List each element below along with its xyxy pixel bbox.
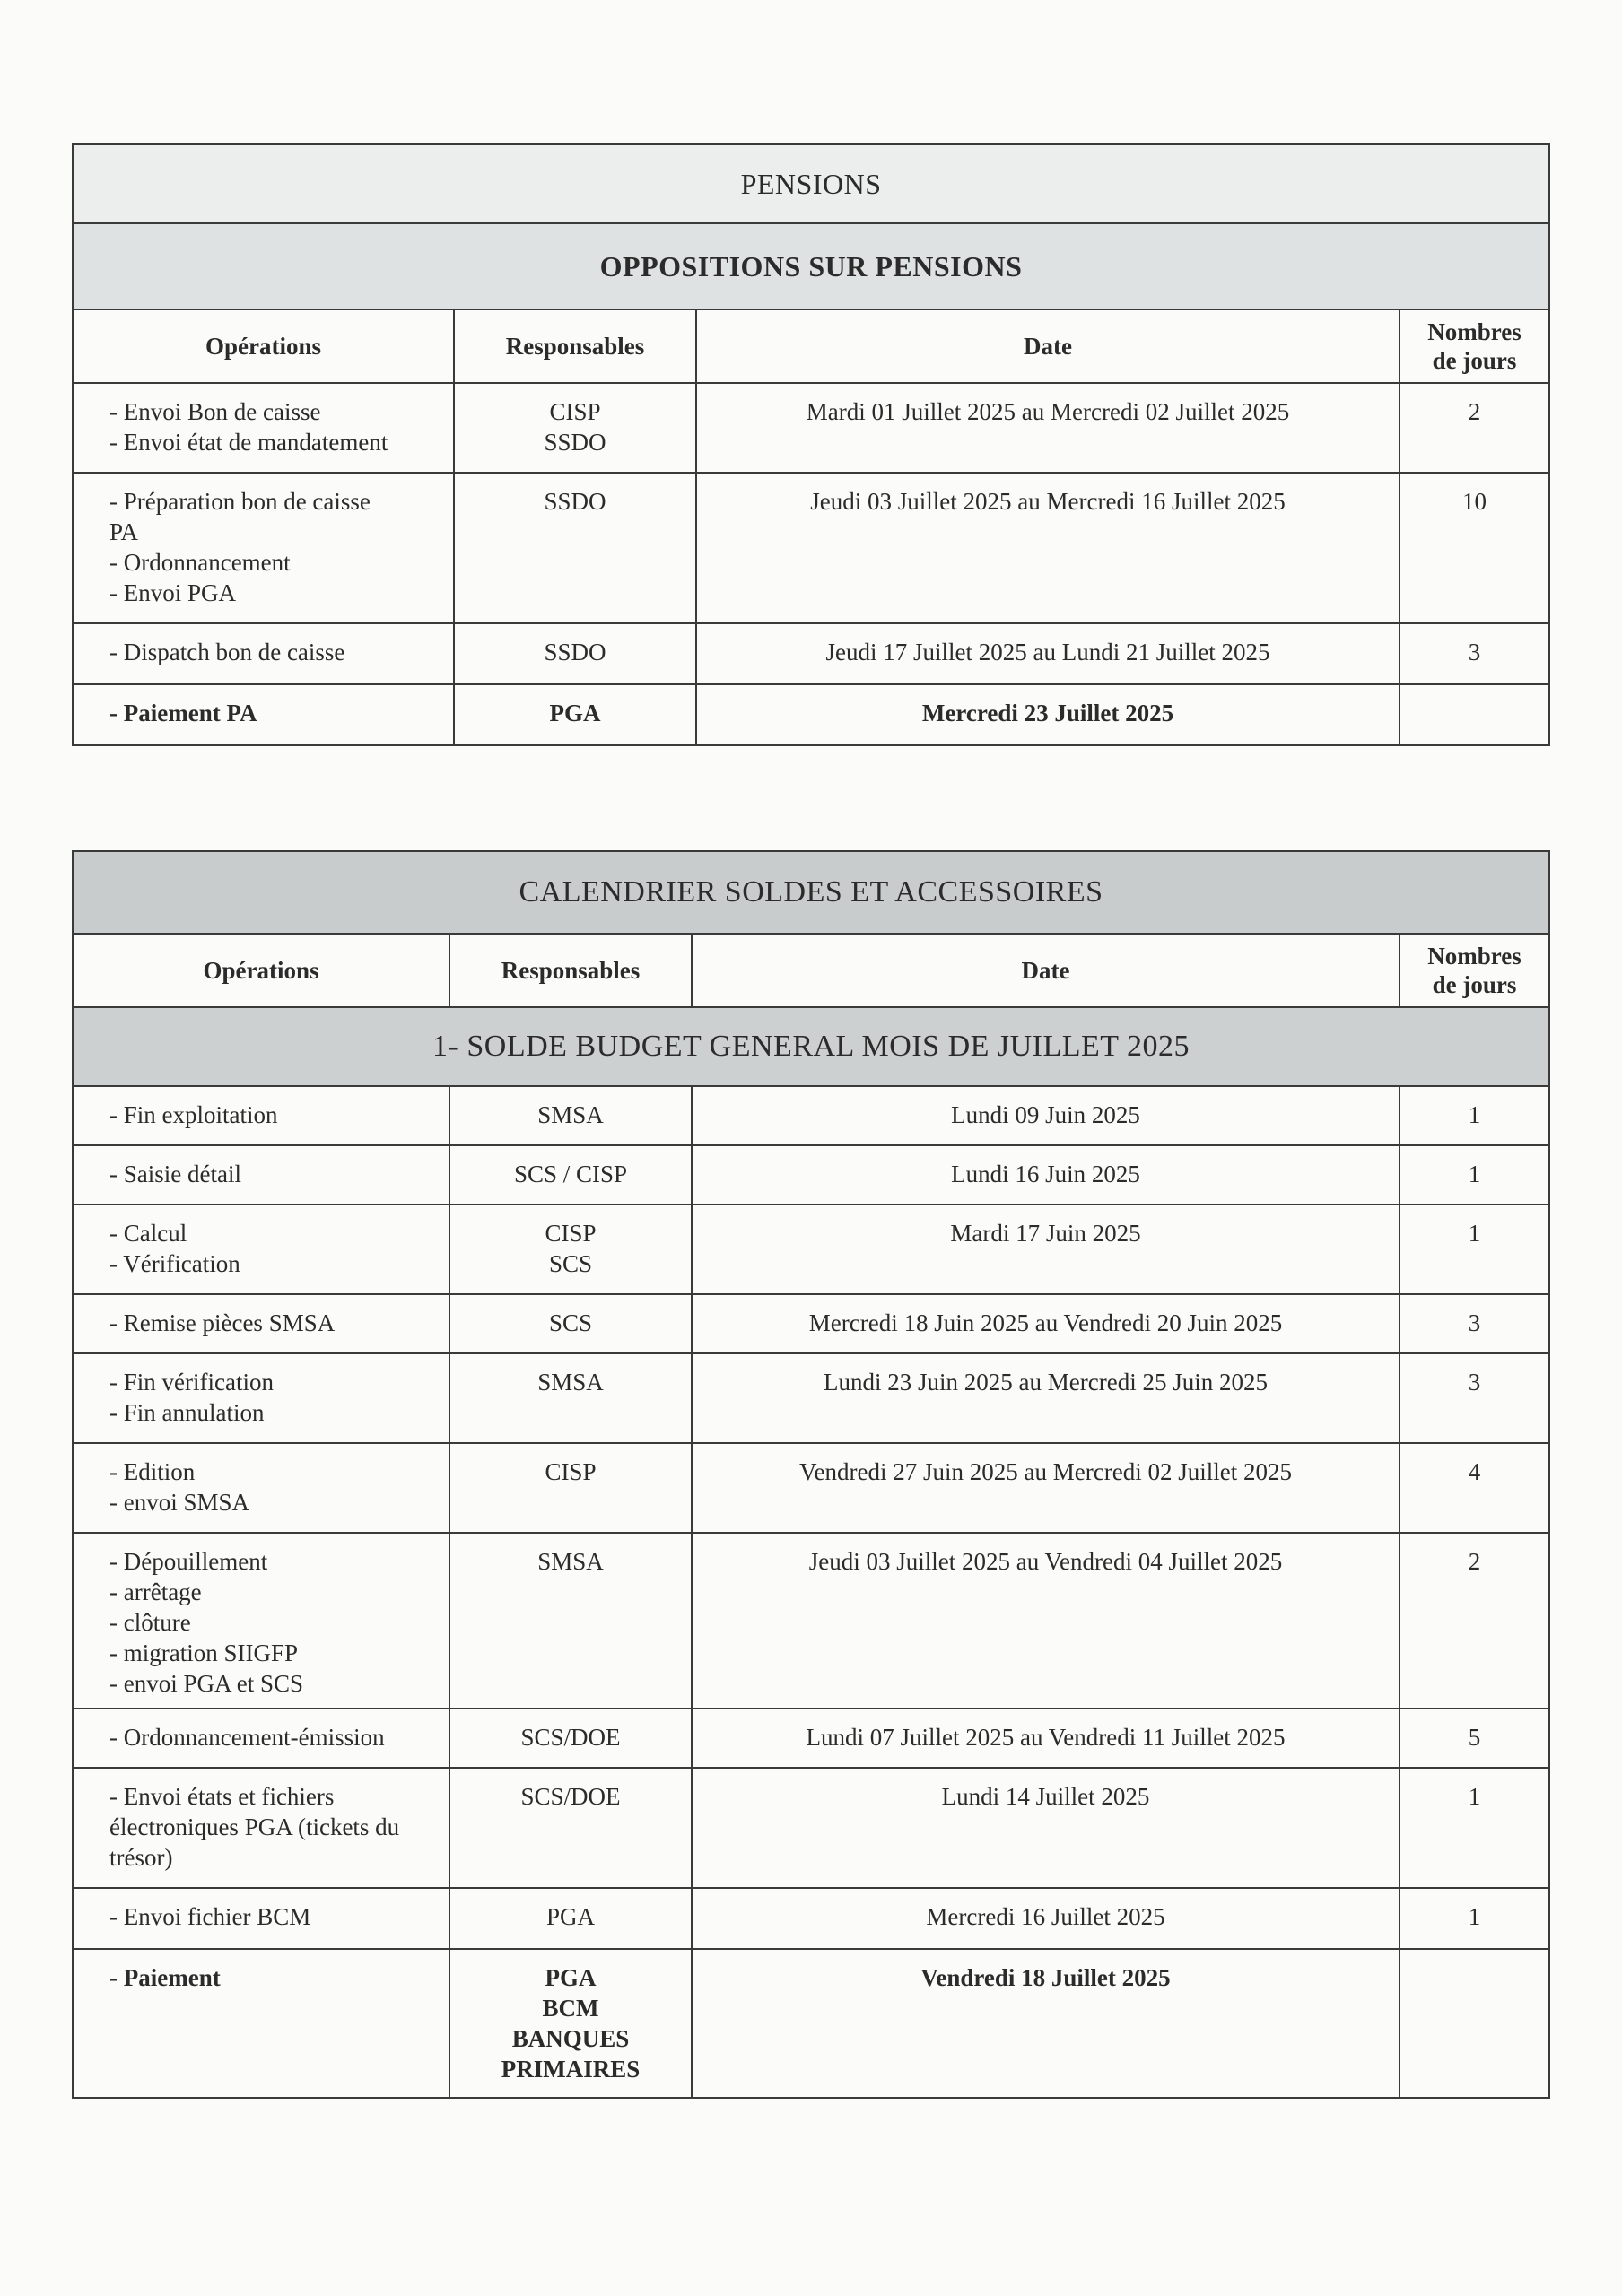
operation-line: électroniques PGA (tickets du	[109, 1813, 400, 1840]
operations-cell	[73, 473, 454, 623]
days-cell: 3	[1400, 1353, 1549, 1443]
responsables-cell	[454, 383, 696, 473]
calendrier-title: CALENDRIER SOLDES ET ACCESSOIRES	[73, 851, 1549, 934]
header-operations: Opérations	[73, 309, 454, 383]
header-date: Date	[692, 934, 1400, 1007]
date-cell: Jeudi 03 Juillet 2025 au Vendredi 04 Juillet 2025	[692, 1533, 1400, 1709]
header-days: Nombres de jours	[1400, 934, 1549, 1007]
table-row	[73, 1086, 1549, 1145]
date-cell: Mercredi 18 Juin 2025 au Vendredi 20 Juin 2025	[692, 1294, 1400, 1353]
operation-line: - Fin annulation	[109, 1399, 265, 1426]
responsable-line: SCS	[548, 1309, 593, 1336]
responsable-line: SSDO	[544, 639, 606, 665]
days-cell: 1	[1400, 1145, 1549, 1205]
responsable-line: SCS/DOE	[520, 1724, 621, 1751]
table-row	[73, 1533, 1549, 1709]
operation-line: - Envoi fichier BCM	[109, 1903, 311, 1930]
operations-cell	[73, 1145, 449, 1205]
table-row	[73, 1443, 1549, 1533]
operations-cell	[73, 1888, 449, 1949]
table-row	[73, 623, 1549, 684]
responsables-cell	[449, 1145, 692, 1205]
operation-line: - Envoi Bon de caisse	[109, 398, 321, 425]
operations-cell	[73, 1533, 449, 1709]
operation-line: - Saisie détail	[109, 1161, 241, 1187]
date-cell: Mardi 17 Juin 2025	[692, 1205, 1400, 1294]
operation-line: - Calcul	[109, 1220, 187, 1247]
days-cell: 2	[1400, 383, 1549, 473]
pensions-title-row	[73, 144, 1549, 223]
operation-line: - Edition	[109, 1458, 196, 1485]
operation-line: PA	[109, 518, 139, 545]
responsable-line: PGA	[545, 1964, 597, 1991]
operation-line: - Dispatch bon de caisse	[109, 639, 345, 665]
days-cell	[1400, 1949, 1549, 2098]
responsables-cell	[449, 1888, 692, 1949]
operations-cell	[73, 383, 454, 473]
date-cell: Mercredi 16 Juillet 2025	[692, 1888, 1400, 1949]
responsable-line: CISP	[549, 398, 601, 425]
responsable-line: SCS/DOE	[520, 1783, 621, 1810]
responsable-line: SCS	[548, 1250, 593, 1277]
operation-line: - Envoi états et fichiers	[109, 1783, 335, 1810]
operation-line: - arrêtage	[109, 1578, 202, 1605]
days-cell: 5	[1400, 1709, 1549, 1768]
days-cell	[1400, 684, 1549, 745]
date-cell: Lundi 23 Juin 2025 au Mercredi 25 Juin 2025	[692, 1353, 1400, 1443]
responsables-cell	[449, 1086, 692, 1145]
calendrier-title-row	[73, 851, 1549, 934]
date-cell: Lundi 16 Juin 2025	[692, 1145, 1400, 1205]
table-row	[73, 1294, 1549, 1353]
operations-cell	[73, 1709, 449, 1768]
table-row	[73, 1768, 1549, 1888]
responsables-cell	[449, 1443, 692, 1533]
operation-line: - Paiement	[109, 1964, 221, 1991]
date-cell: Jeudi 17 Juillet 2025 au Lundi 21 Juillet 2025	[696, 623, 1400, 684]
days-cell: 1	[1400, 1888, 1549, 1949]
responsable-line: SSDO	[544, 429, 606, 456]
table-row	[73, 1145, 1549, 1205]
operation-line: - envoi SMSA	[109, 1489, 250, 1516]
date-cell: Mardi 01 Juillet 2025 au Mercredi 02 Juillet 2025	[696, 383, 1400, 473]
responsables-cell	[449, 1205, 692, 1294]
responsable-line: PRIMAIRES	[501, 2056, 641, 2083]
table-row	[73, 1949, 1549, 2098]
operation-line: - Remise pièces SMSA	[109, 1309, 336, 1336]
operations-cell	[73, 1443, 449, 1533]
days-cell: 10	[1400, 473, 1549, 623]
days-cell: 1	[1400, 1086, 1549, 1145]
calendrier-rows	[73, 1086, 1549, 2098]
days-cell: 3	[1400, 1294, 1549, 1353]
table-row	[73, 1709, 1549, 1768]
operation-line: - Envoi PGA	[109, 579, 236, 606]
table-row	[73, 383, 1549, 473]
section-title: 1- SOLDE BUDGET GENERAL MOIS DE JUILLET 2025	[73, 1007, 1549, 1086]
date-cell: Lundi 09 Juin 2025	[692, 1086, 1400, 1145]
responsables-cell	[454, 473, 696, 623]
days-cell: 1	[1400, 1768, 1549, 1888]
responsables-cell	[449, 1768, 692, 1888]
header-responsables: Responsables	[454, 309, 696, 383]
table-row	[73, 684, 1549, 745]
table-row	[73, 1888, 1549, 1949]
responsable-line: SMSA	[537, 1369, 604, 1396]
operation-line: - Fin exploitation	[109, 1101, 278, 1128]
oppositions-title: OPPOSITIONS SUR PENSIONS	[73, 223, 1549, 309]
responsable-line: BCM	[542, 1995, 599, 2022]
operations-cell	[73, 1768, 449, 1888]
date-cell: Vendredi 18 Juillet 2025	[692, 1949, 1400, 2098]
operation-line: - Envoi état de mandatement	[109, 429, 388, 456]
responsable-line: SCS / CISP	[513, 1161, 628, 1187]
operation-line: - Ordonnancement	[109, 549, 291, 576]
responsable-line: PGA	[545, 1903, 595, 1930]
date-cell: Mercredi 23 Juillet 2025	[696, 684, 1400, 745]
responsable-line: CISP	[545, 1220, 597, 1247]
operation-line: - Dépouillement	[109, 1548, 268, 1575]
date-cell: Lundi 07 Juillet 2025 au Vendredi 11 Juillet 2025	[692, 1709, 1400, 1768]
header-operations: Opérations	[73, 934, 449, 1007]
calendrier-header-row	[73, 934, 1549, 1007]
operations-cell	[73, 1205, 449, 1294]
operation-line: - clôture	[109, 1609, 191, 1636]
days-cell: 2	[1400, 1533, 1549, 1709]
operation-line: - Vérification	[109, 1250, 240, 1277]
table-row	[73, 473, 1549, 623]
pensions-title: PENSIONS	[73, 144, 1549, 223]
operations-cell	[73, 1353, 449, 1443]
responsable-line: SMSA	[537, 1101, 604, 1128]
operations-cell	[73, 623, 454, 684]
responsables-cell	[449, 1353, 692, 1443]
operations-cell	[73, 1949, 449, 2098]
responsables-cell	[454, 623, 696, 684]
operations-cell	[73, 1086, 449, 1145]
responsables-cell	[454, 684, 696, 745]
days-cell: 3	[1400, 623, 1549, 684]
responsables-cell	[449, 1949, 692, 2098]
operation-line: - migration SIIGFP	[109, 1639, 299, 1666]
header-date: Date	[696, 309, 1400, 383]
oppositions-title-row	[73, 223, 1549, 309]
responsables-cell	[449, 1709, 692, 1768]
responsable-line: BANQUES	[511, 2025, 630, 2052]
date-cell: Lundi 14 Juillet 2025	[692, 1768, 1400, 1888]
header-days: Nombres de jours	[1400, 309, 1549, 383]
responsables-cell	[449, 1533, 692, 1709]
operation-line: - Paiement PA	[109, 700, 257, 726]
days-cell: 1	[1400, 1205, 1549, 1294]
operation-line: trésor)	[109, 1844, 173, 1871]
operations-cell	[73, 684, 454, 745]
operation-line: - Ordonnancement-émission	[109, 1724, 385, 1751]
date-cell: Jeudi 03 Juillet 2025 au Mercredi 16 Juillet 2025	[696, 473, 1400, 623]
header-responsables: Responsables	[449, 934, 692, 1007]
pensions-header-row	[73, 309, 1549, 383]
operations-cell	[73, 1294, 449, 1353]
responsable-line: SSDO	[544, 488, 606, 515]
section-row	[73, 1007, 1549, 1086]
date-cell: Vendredi 27 Juin 2025 au Mercredi 02 Juillet 2025	[692, 1443, 1400, 1533]
pensions-table	[72, 144, 1550, 746]
responsable-line: SMSA	[537, 1548, 604, 1575]
days-cell: 4	[1400, 1443, 1549, 1533]
calendrier-table	[72, 850, 1550, 2099]
responsables-cell	[449, 1294, 692, 1353]
table-row	[73, 1353, 1549, 1443]
operation-line: - Fin vérification	[109, 1369, 274, 1396]
operation-line: - envoi PGA et SCS	[109, 1670, 304, 1697]
pensions-rows	[73, 383, 1549, 745]
table-row	[73, 1205, 1549, 1294]
operation-line: - Préparation bon de caisse	[109, 488, 371, 515]
responsable-line: PGA	[549, 700, 601, 726]
responsable-line: CISP	[545, 1458, 597, 1485]
